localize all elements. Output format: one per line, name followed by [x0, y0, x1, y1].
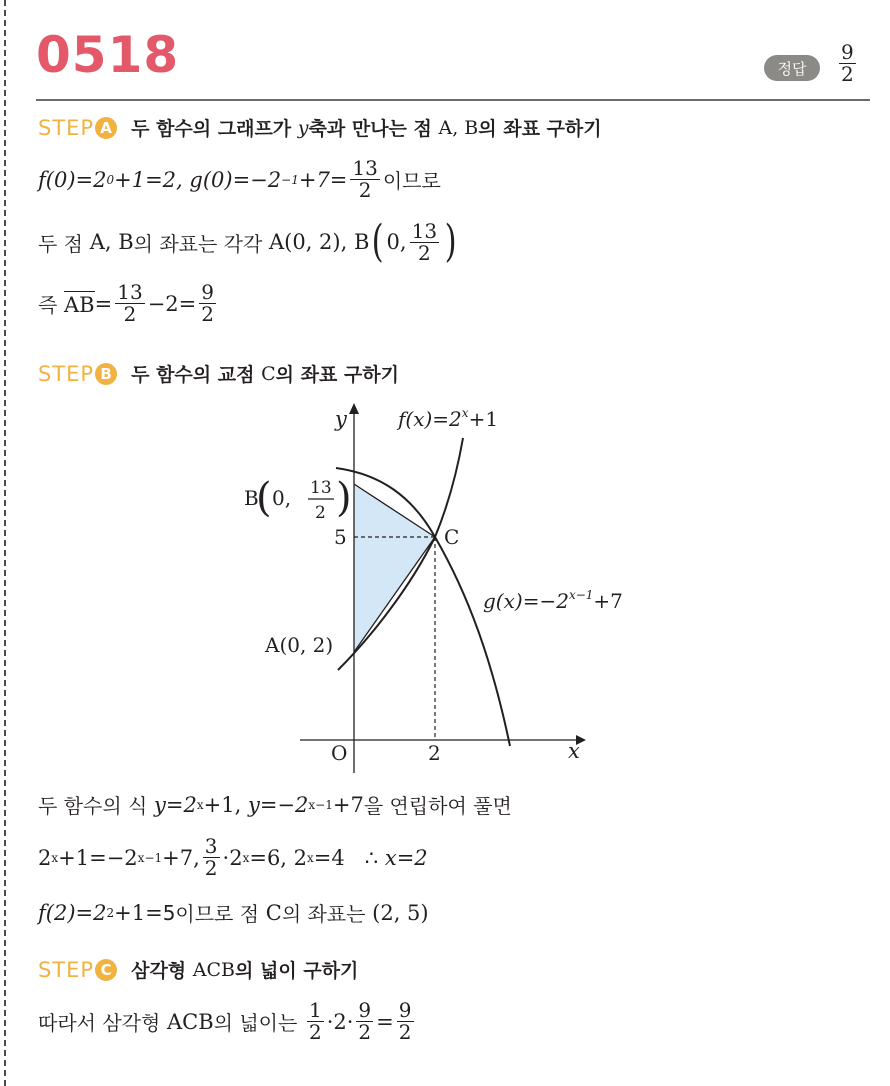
svg-text:(: (: [256, 475, 272, 521]
svg-text:0,: 0,: [272, 486, 292, 510]
svg-text:C: C: [444, 525, 460, 549]
svg-text:f(x)=2x+1: $f(x)=2^x+1$: [398, 406, 499, 431]
svg-text:A(0, 2): A(0, 2): [265, 633, 334, 657]
svg-text:2: 2: [428, 741, 441, 765]
step-c-line-1: 따라서 삼각형 ACB 의 넓이는 $\frac{1}{2}$ ·2· $\frac{9}{2}$ = $\frac{9}{2}$: [38, 998, 412, 1044]
step-a-line-3: 즉 AB = $\frac{13}{2}$ −2= $\frac{9}{2}$: [38, 280, 214, 326]
svg-text:g(x)=−2x−1+7: $g(x)=-2^{x-1}+7$: [483, 588, 623, 613]
answer-badge: 정답: [764, 55, 820, 81]
header-divider: [36, 99, 870, 101]
step-c-badge: C: [95, 959, 117, 981]
step-a-heading: STEP A 두 함수의 그래프가 y 축과 만나는 점 A, B 의 좌표 구하기: [38, 115, 602, 140]
step-b-heading: STEP B 두 함수의 교점 C 의 좌표 구하기: [38, 361, 399, 386]
svg-text:B: B: [244, 486, 259, 510]
step-c-heading: STEP C 삼각형 ACB 의 넓이 구하기: [38, 957, 359, 982]
problem-number: 0518: [36, 26, 180, 84]
svg-text:): ): [336, 475, 352, 521]
step-b-badge: B: [95, 363, 117, 385]
svg-text:5: 5: [334, 525, 347, 549]
step-b-line-3: f(2)=2 2 +1= 5 이므로 점 C 의 좌표는 (2, 5): [38, 900, 429, 926]
step-a-line-2: 두 점 A, B 의 좌표는 각각 A(0, 2), B ( 0, $\frac{13}{2}$ ): [38, 216, 457, 267]
answer-value: $\frac{9}{2}$: [841, 40, 854, 86]
svg-text:13: 13: [310, 478, 332, 498]
step-a-line-1: f(0)=2 0 +1=2, g(0)=−2 −1 +7= $\frac{13}{2}$ 이므로: [38, 156, 441, 202]
svg-text:x: x: [568, 739, 580, 763]
svg-text:O: O: [331, 741, 348, 765]
svg-text:y: y: [335, 407, 347, 431]
step-b-line-2: 2 x +1=−2 x−1 +7, $\frac{3}{2}$ ·2 x =6, 2 x =4 ∴ x=2: [38, 834, 428, 880]
function-graph: [0, 398, 890, 778]
triangle-acb-shade: [354, 484, 435, 652]
step-b-line-1: 두 함수의 식 y=2 x +1, y=−2 x−1 +7 을 연립하여 풀면: [38, 792, 512, 818]
step-a-badge: A: [95, 117, 117, 139]
svg-text:2: 2: [315, 503, 326, 523]
